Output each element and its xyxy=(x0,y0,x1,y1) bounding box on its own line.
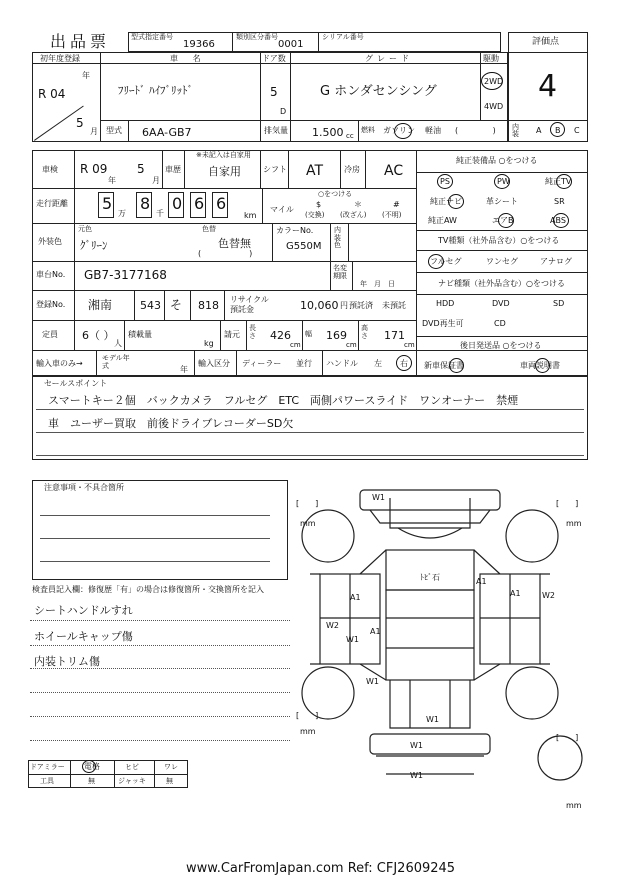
tv-circle xyxy=(556,174,572,189)
interior-color-label: 内装色 xyxy=(334,226,341,250)
mileage-opt-unknown-note: (不明) xyxy=(382,211,402,219)
mileage-opt-swap: $ xyxy=(316,200,322,209)
pw-circle xyxy=(494,174,510,189)
inspection-month-unit: 月 xyxy=(152,176,160,185)
inspection-label: 車検 xyxy=(42,165,58,174)
mirror-value: 電格 xyxy=(84,762,100,771)
docs-title: 後日発送品 ○をつける xyxy=(460,341,542,350)
model-id: 19366 xyxy=(183,39,215,50)
load-unit: kg xyxy=(204,339,214,348)
width-value: 169 xyxy=(326,329,347,342)
inspection-year-unit: 年 xyxy=(108,176,116,185)
plate-region: 湘南 xyxy=(88,298,113,312)
grade-value: G ホンダセンシング xyxy=(320,84,437,99)
doors-label: ドア数 xyxy=(262,54,286,63)
color-label: 外装色 xyxy=(38,237,62,246)
capacity-unit: 人 xyxy=(114,339,122,348)
mirror-circle xyxy=(82,760,96,773)
plate-kana: そ xyxy=(170,298,183,312)
height-label: 高さ xyxy=(361,324,368,340)
sales-line-1: スマートキー２個 バックカメラ フルセグ ETC 両側パワースライド ワンオーナー 禁煙 xyxy=(48,394,519,407)
navi-hdd: HDD xyxy=(436,299,455,308)
handle-right: 右 xyxy=(400,359,408,368)
score-value: 4 xyxy=(538,69,558,104)
load-label: 積載量 xyxy=(128,330,152,339)
mark-roof: A1 xyxy=(476,577,487,586)
mileage-opt-unknown: # xyxy=(393,200,400,209)
shift-label: シフト xyxy=(263,165,287,174)
import-parallel: 並行 xyxy=(296,359,312,368)
drive-label: 駆動 xyxy=(483,54,499,63)
drive-4wd: 4WD xyxy=(484,102,504,111)
interior-b: B xyxy=(555,126,561,135)
color-code-label: カラーNo. xyxy=(276,226,314,235)
model-id-label: 型式指定番号 xyxy=(131,33,173,41)
mileage-unit-sen: 千 xyxy=(156,209,164,218)
tv-title: TV種類（社外品含む）○をつける xyxy=(438,236,560,245)
equip-navi: 純正ナビ xyxy=(430,197,462,206)
engine-value: 1.500 xyxy=(312,126,344,139)
usage-value: 自家用 xyxy=(208,165,241,178)
interior-selected-circle xyxy=(550,122,565,137)
car-type: 6AA-GB7 xyxy=(142,126,192,139)
mileage-digit-2: 8 xyxy=(140,194,151,213)
svg-text:[ ]: [ ] xyxy=(296,711,319,720)
mileage-opt-mile: マイル xyxy=(270,205,294,214)
mark-left-rear: A1 xyxy=(370,627,381,636)
light-oil-label: 軽油 xyxy=(425,126,441,135)
warranty-circle xyxy=(449,358,464,373)
jack-label: ジャッキ xyxy=(118,777,146,785)
mileage-digit-5: 6 xyxy=(216,194,227,213)
engine-label: 排気量 xyxy=(264,126,288,135)
mileage-opt-tamper-note: (改ざん) xyxy=(340,211,367,219)
fuel-selected-circle xyxy=(394,123,412,139)
windshield-note: ﾄﾋﾞ石 xyxy=(420,573,440,582)
plate-label: 登録No. xyxy=(36,300,66,309)
color-orig: ｸﾞﾘｰﾝ xyxy=(80,239,108,252)
equip-ps: PS xyxy=(440,177,450,186)
capacity-label: 定員 xyxy=(42,330,58,339)
mileage-check-note: ○をつける xyxy=(318,190,353,198)
capacity-value: 6（ ） xyxy=(82,329,115,342)
ps-circle xyxy=(437,174,453,189)
abs-circle xyxy=(553,213,569,228)
mark-right-fender: W2 xyxy=(542,591,555,600)
fuel-label: 燃料 xyxy=(361,126,375,134)
interior-c: C xyxy=(574,126,580,135)
jack-value: 無 xyxy=(166,777,173,785)
height-unit: cm xyxy=(404,341,415,349)
color-orig-label: 元色 xyxy=(78,225,92,233)
mark-front-bumper: W1 xyxy=(372,493,385,502)
model-year-label: モデル年式 xyxy=(102,354,130,371)
plate-num2: 818 xyxy=(198,299,219,312)
import-dealer: ディーラー xyxy=(242,359,282,368)
request-label: 請元 xyxy=(224,330,240,339)
name-change-date: 年 月 日 xyxy=(360,280,395,288)
equip-pw: PW xyxy=(497,177,510,186)
handle-label: ハンドル xyxy=(326,359,358,368)
inspector-note: 検査員記入欄：修復歴「有」の場合は修復箇所・交換箇所を記入 xyxy=(32,585,264,594)
note-line-2: ホイールキャップ傷 xyxy=(34,630,133,643)
navi-title: ナビ種類（社外品含む）○をつける xyxy=(438,279,565,288)
shift-value: AT xyxy=(306,163,324,179)
tools-label: 工具 xyxy=(40,777,54,785)
mark-rear-gate: W1 xyxy=(426,715,439,724)
navi-sd: SD xyxy=(553,299,565,308)
mileage-digit-3: 0 xyxy=(172,194,183,213)
mark-left-front: A1 xyxy=(350,593,361,602)
fuel-value: ガソリン xyxy=(383,126,415,135)
notes-box xyxy=(32,480,288,580)
handle-selected-circle xyxy=(396,355,412,371)
ac-value: AC xyxy=(384,163,404,179)
mileage-opt-swap-note: (交換) xyxy=(305,211,325,219)
color-code: G550M xyxy=(286,241,322,252)
airbag-circle xyxy=(498,213,514,228)
inspection-era: R 09 xyxy=(80,162,108,176)
class-label: 類別区分番号 xyxy=(236,33,278,41)
mark-right-front: A1 xyxy=(510,589,521,598)
handle-left: 左 xyxy=(374,359,382,368)
svg-text:[ ]: [ ] xyxy=(296,499,319,508)
equip-airbag: エアB xyxy=(492,216,514,225)
manual-circle xyxy=(535,358,550,373)
mark-left-door-2: W1 xyxy=(346,635,359,644)
mm-label: mm xyxy=(300,519,316,528)
reg-year-unit: 年 xyxy=(82,71,90,80)
recycle-amount: 10,060 xyxy=(300,299,339,312)
mileage-digit-1: 5 xyxy=(102,194,113,213)
note-line-1: シートハンドルすれ xyxy=(34,604,133,617)
import-class-label: 輸入区分 xyxy=(198,359,230,368)
chassis-value: GB7-3177168 xyxy=(84,268,167,282)
model-year-unit: 年 xyxy=(180,365,188,374)
equip-sr: SR xyxy=(554,197,565,206)
mm-label: mm xyxy=(566,801,582,810)
doors-suffix: D xyxy=(280,107,287,116)
doors-value: 5 xyxy=(270,85,278,99)
reg-month-unit: 月 xyxy=(90,127,98,136)
inspection-month: 5 xyxy=(137,162,145,176)
equip-tv: 純正TV xyxy=(545,177,572,186)
ac-label: 冷房 xyxy=(344,165,360,174)
mm-label: mm xyxy=(566,519,582,528)
equip-abs: ABS xyxy=(550,216,566,225)
length-value: 426 xyxy=(270,329,291,342)
navi-dvd: DVD xyxy=(492,299,510,308)
mark-left-door: W2 xyxy=(326,621,339,630)
mileage-unit-man: 万 xyxy=(118,209,126,218)
color-repaint-label: 色替 xyxy=(202,225,216,233)
paren: ( ) xyxy=(455,126,496,135)
mark-rear-bumper: W1 xyxy=(410,741,423,750)
height-value: 171 xyxy=(384,329,405,342)
drive-2wd: 2WD xyxy=(484,77,504,86)
mileage-opt-tamper: ＊ xyxy=(354,200,362,209)
docs-warranty: 新車保証書 xyxy=(424,361,464,370)
usage-note: ※未記入は自家用 xyxy=(196,151,251,159)
tv-oneseg: ワンセグ xyxy=(486,257,518,266)
interior-a: A xyxy=(536,126,542,135)
interior-label: 内装 xyxy=(512,123,519,138)
plate-num1: 543 xyxy=(140,299,161,312)
score-label: 評価点 xyxy=(532,37,560,47)
color-paren: ( ) xyxy=(198,249,253,258)
mark-left-rear-2: W1 xyxy=(366,677,379,686)
car-name-label: 車 名 xyxy=(170,54,207,63)
note-line-3: 内装トリム傷 xyxy=(34,655,100,668)
sales-label: セールスポイント xyxy=(44,379,108,388)
name-change-label: 名変期限 xyxy=(333,264,347,280)
recycle-label: リサイクル預託金 xyxy=(230,295,269,314)
svg-text:[ ]: [ ] xyxy=(556,733,579,742)
navi-circle xyxy=(448,194,464,209)
car-type-label: 型式 xyxy=(106,126,122,135)
tv-analog: アナログ xyxy=(540,257,572,266)
scratch-label: ヒビ xyxy=(125,763,139,771)
notes-label: 注意事項・不具合箇所 xyxy=(44,483,124,492)
doc-title: 出品票 xyxy=(50,32,111,51)
recycle-unpaid: 未預託 xyxy=(382,301,406,310)
docs-manual: 車両説明書 xyxy=(520,361,560,370)
tv-fullseg: フルセグ xyxy=(430,257,462,266)
navi-cd: CD xyxy=(494,319,506,328)
car-damage-diagram xyxy=(290,488,590,810)
equip-leather: 革シート xyxy=(486,197,518,206)
mileage-unit: km xyxy=(244,211,257,220)
mileage-label: 走行距離 xyxy=(36,199,68,208)
mark-rear-lower: W1 xyxy=(410,771,423,780)
svg-text:[ ]: [ ] xyxy=(556,499,579,508)
equip-aw: 純正AW xyxy=(428,216,457,225)
navi-dvdplay: DVD再生可 xyxy=(422,319,464,328)
width-label: 幅 xyxy=(305,330,312,338)
grade-label: グレード xyxy=(365,54,413,63)
recycle-unit: 円 xyxy=(340,301,348,310)
crack-label: ワレ xyxy=(164,763,178,771)
class-number: 0001 xyxy=(278,39,304,50)
fullseg-circle xyxy=(428,254,444,269)
tools-value: 無 xyxy=(88,777,95,785)
equip-title: 純正装備品 ○をつける xyxy=(456,156,538,165)
reg-month: 5 xyxy=(76,116,84,130)
mm-label: mm xyxy=(300,727,316,736)
color-repaint: 色替無 xyxy=(218,237,251,250)
engine-unit: cc xyxy=(346,132,354,140)
chassis-label: 車台No. xyxy=(36,270,66,279)
width-unit: cm xyxy=(346,341,357,349)
recycle-status: 預託済 xyxy=(349,301,373,310)
drive-selected-circle xyxy=(481,72,503,90)
mirror-label: ドアミラー xyxy=(30,763,65,771)
length-unit: cm xyxy=(290,341,301,349)
reg-era: R 04 xyxy=(38,87,66,101)
mileage-digit-4: 6 xyxy=(194,194,205,213)
serial-label: シリアル番号 xyxy=(322,33,364,41)
sales-line-2: 車 ユーザー買取 前後ドライブレコーダーSD欠 xyxy=(48,417,294,430)
import-label: 輸入車のみ→ xyxy=(36,359,83,368)
length-label: 長さ xyxy=(249,324,256,340)
car-name: ﾌﾘｰﾄﾞ ﾊｲﾌﾞﾘｯﾄﾞ xyxy=(118,84,193,97)
usage-label: 車歴 xyxy=(165,165,181,174)
reg-year-label: 初年度登録 xyxy=(40,54,80,63)
footer-watermark: www.CarFromJapan.com Ref: CFJ2609245 xyxy=(186,861,456,876)
